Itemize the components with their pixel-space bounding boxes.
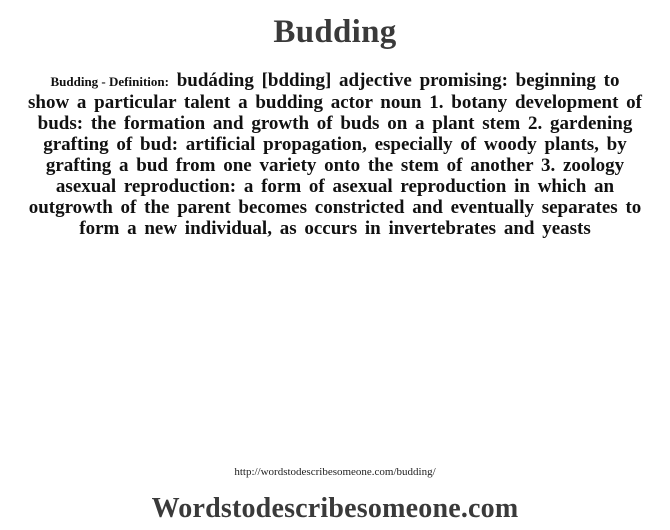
source-url: http://wordstodescribesomeone.com/budding/ bbox=[234, 466, 436, 478]
definition-block bbox=[28, 70, 642, 239]
definition-text: budáding [bdding] adjective promising: beginning to show a particular talent a budding actor noun 1. botany development of buds: the formation and growth of buds on a plant stem 2. gardening grafting of bud: artificial propagation, especially of woody plants, by grafting a bud from one variety onto the stem of another 3. zoology asexual reproduction: a form of asexual reproduction in which an outgrowth of the parent becomes constricted and eventually separates to form a new individual, as occurs in invertebrates and yeasts bbox=[28, 70, 642, 239]
definition-prefix: Budding - Definition: bbox=[50, 74, 169, 89]
page-title: Budding bbox=[273, 14, 397, 50]
site-name: Wordstodescribesomeone.com bbox=[151, 493, 519, 524]
